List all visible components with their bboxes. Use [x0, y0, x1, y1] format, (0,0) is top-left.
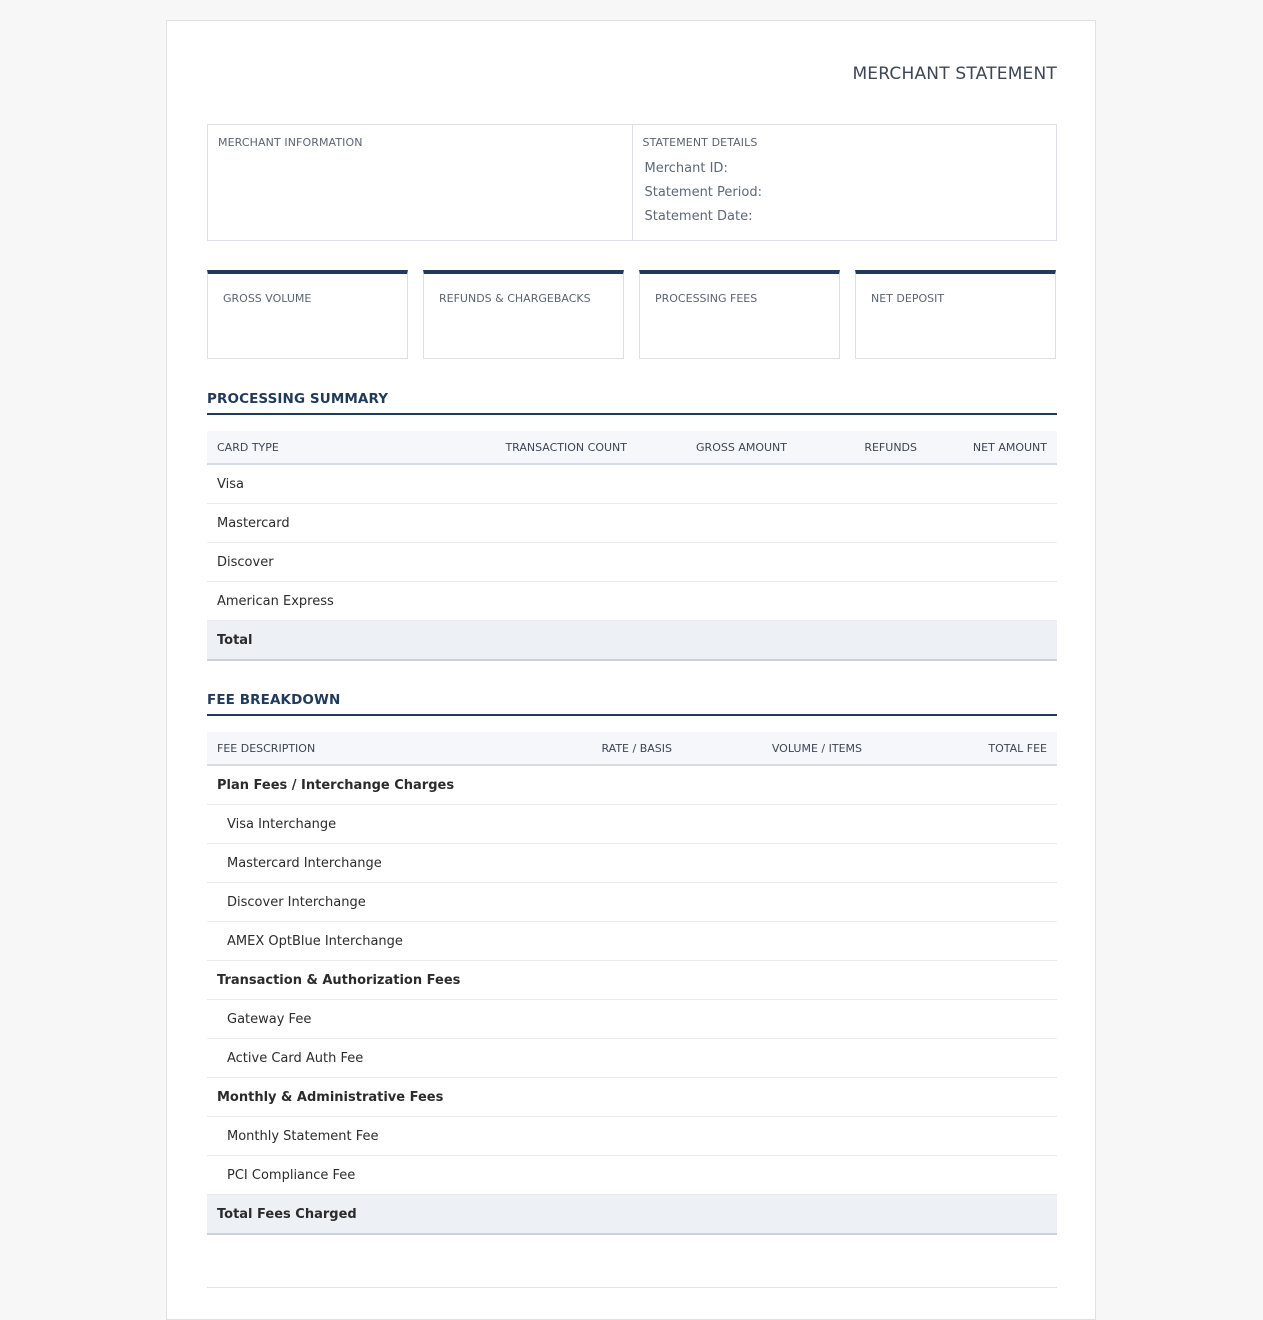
table-header-row: [207, 431, 1057, 464]
fee-breakdown-table: [207, 732, 1057, 1235]
total-fees-row: [207, 1195, 1057, 1235]
fee-item-label: Visa Interchange: [207, 805, 587, 844]
table-row: [207, 543, 1057, 582]
merchant-id-field: Merchant ID:: [644, 161, 728, 176]
kpi-net-deposit: [855, 270, 1056, 359]
kpi-refunds-chargebacks: [423, 270, 624, 359]
processing-summary-table: [207, 431, 1057, 661]
processing-summary-title: PROCESSING SUMMARY: [207, 391, 1057, 415]
kpi-processing-fees: [639, 270, 840, 359]
column-header-rate-basis: RATE / BASIS: [587, 732, 682, 765]
fee-item-label: Gateway Fee: [207, 1000, 587, 1039]
card-type-cell: Discover: [207, 543, 417, 582]
kpi-gross-volume: [207, 270, 408, 359]
fee-item-row: [207, 1000, 1057, 1039]
fee-group-row: [207, 1078, 1057, 1117]
fee-item-row: [207, 805, 1057, 844]
kpi-label: PROCESSING FEES: [655, 292, 758, 305]
column-header-net-amount: NET AMOUNT: [927, 431, 1057, 464]
column-header-refunds: REFUNDS: [797, 431, 927, 464]
column-header-volume-items: VOLUME / ITEMS: [682, 732, 872, 765]
statement-details-list: [643, 157, 1047, 229]
kpi-cards: [207, 270, 1057, 359]
statement-details-panel: [632, 125, 1057, 240]
fee-group-row: [207, 961, 1057, 1000]
fee-item-row: [207, 883, 1057, 922]
info-box: [207, 124, 1057, 241]
table-row: [207, 504, 1057, 543]
column-header-total-fee: TOTAL FEE: [872, 732, 1057, 765]
column-header-fee-description: FEE DESCRIPTION: [207, 732, 587, 765]
fee-breakdown-title: FEE BREAKDOWN: [207, 692, 1057, 716]
column-header-gross-amount: GROSS AMOUNT: [637, 431, 797, 464]
card-type-cell: American Express: [207, 582, 417, 621]
fee-item-row: [207, 1039, 1057, 1078]
statement-details-label: STATEMENT DETAILS: [642, 136, 758, 149]
statement-period-field: Statement Period:: [644, 185, 762, 200]
statement-date-field: Statement Date:: [644, 209, 753, 224]
total-row: [207, 621, 1057, 661]
fee-item-row: [207, 922, 1057, 961]
fee-group-label: Plan Fees / Interchange Charges: [207, 765, 587, 805]
page-title: MERCHANT STATEMENT: [852, 64, 1057, 84]
table-row: [207, 582, 1057, 621]
fee-item-label: AMEX OptBlue Interchange: [207, 922, 587, 961]
table-header-row: [207, 732, 1057, 765]
column-header-card-type: CARD TYPE: [207, 431, 417, 464]
bottom-divider: [207, 1287, 1057, 1288]
statement-page: [166, 20, 1096, 1320]
kpi-label: NET DEPOSIT: [871, 292, 945, 305]
fee-item-label: PCI Compliance Fee: [207, 1156, 587, 1195]
fee-item-label: Mastercard Interchange: [207, 844, 587, 883]
fee-item-row: [207, 1117, 1057, 1156]
total-fees-label: Total Fees Charged: [207, 1195, 587, 1235]
fee-item-label: Discover Interchange: [207, 883, 587, 922]
fee-item-row: [207, 1156, 1057, 1195]
kpi-label: REFUNDS & CHARGEBACKS: [439, 292, 591, 305]
merchant-information-label: MERCHANT INFORMATION: [218, 136, 363, 149]
merchant-information-panel: [208, 125, 632, 240]
fee-group-row: [207, 765, 1057, 805]
kpi-label: GROSS VOLUME: [223, 292, 312, 305]
fee-group-label: Monthly & Administrative Fees: [207, 1078, 587, 1117]
table-row: [207, 464, 1057, 504]
card-type-cell: Mastercard: [207, 504, 417, 543]
fee-item-label: Active Card Auth Fee: [207, 1039, 587, 1078]
card-type-cell: Visa: [207, 464, 417, 504]
fee-group-label: Transaction & Authorization Fees: [207, 961, 587, 1000]
fee-item-row: [207, 844, 1057, 883]
column-header-transaction-count: TRANSACTION COUNT: [417, 431, 637, 464]
total-label: Total: [207, 621, 417, 661]
fee-item-label: Monthly Statement Fee: [207, 1117, 587, 1156]
